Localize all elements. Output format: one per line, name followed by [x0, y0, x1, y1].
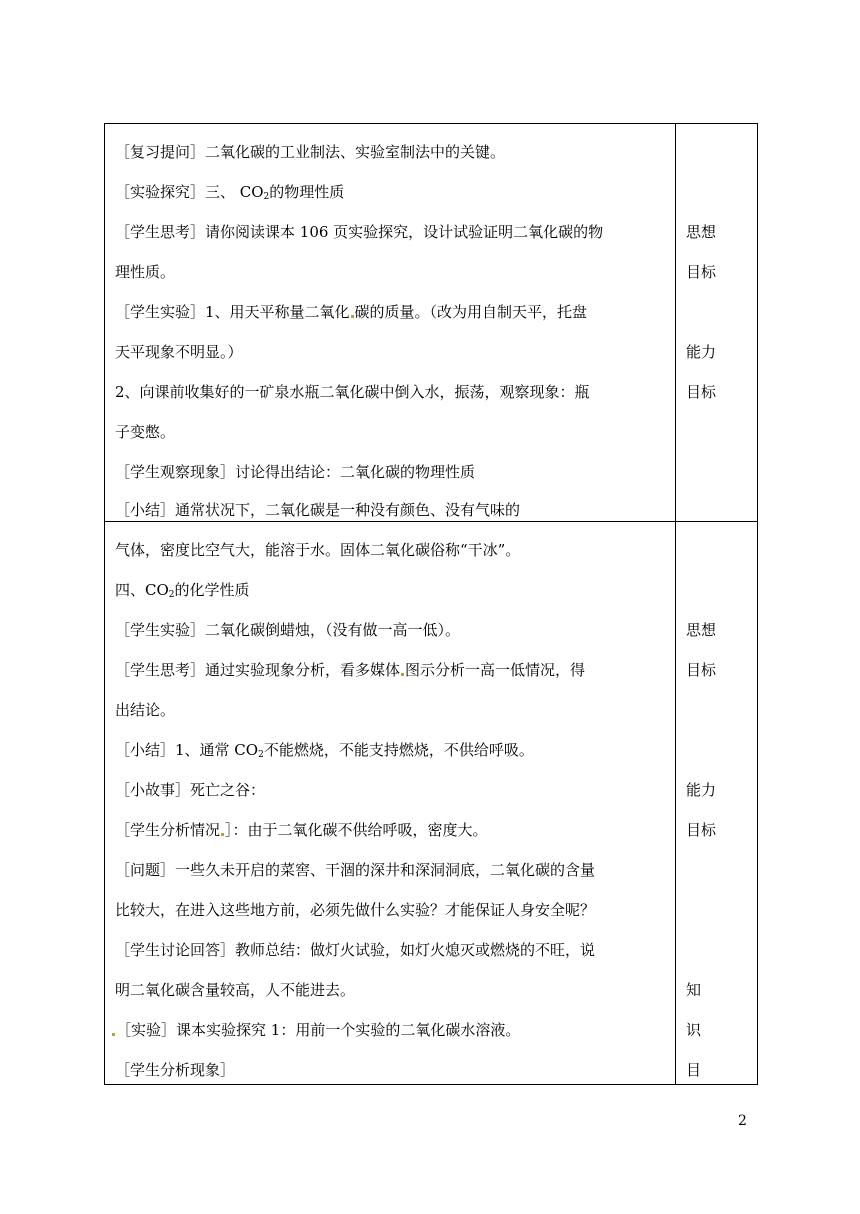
- lesson-table: [104, 123, 758, 1085]
- edit-mark: [401, 673, 404, 676]
- text-line: 气体，密度比空气大，能溶于水。固体二氧化碳俗称“干冰”。: [115, 541, 521, 559]
- text-line: 比较大，在进入这些地方前，必须先做什么实验？才能保证人身安全呢？: [115, 901, 596, 919]
- text-line: ［小结］通常状况下，二氧化碳是一种没有颜色、没有气味的: [115, 501, 521, 519]
- objective-label: 目标: [686, 383, 717, 401]
- text-span: 不能燃烧，不能支持燃烧，不供给呼吸。: [263, 741, 534, 759]
- text-line: [115, 580, 667, 605]
- objective-label: 识: [686, 1021, 702, 1039]
- text-span: ［实验探究］三、 CO: [115, 183, 264, 201]
- text-span: ［学生分析情况: [115, 821, 221, 839]
- objective-label: 能力: [686, 781, 717, 799]
- objective-label: 知: [686, 981, 702, 999]
- text-span: 的物理性质: [269, 183, 345, 201]
- objective-label: 目标: [686, 821, 717, 839]
- text-line: [111, 1020, 667, 1040]
- text-line: ［小故事］死亡之谷：: [115, 781, 266, 799]
- text-span: ［小结］1、通常 CO: [115, 741, 259, 759]
- text-line: ［学生观察现象］讨论得出结论：二氧化碳的物理性质: [115, 463, 476, 481]
- text-line: [115, 182, 667, 207]
- text-line: ［复习提问］二氧化碳的工业制法、实验室制法中的关键。: [115, 143, 506, 161]
- table-row: [105, 124, 758, 522]
- objective-cell: [676, 124, 758, 522]
- content-cell: [105, 124, 676, 522]
- text-span: ［学生实验］1、用天平称量二氧化: [115, 303, 350, 321]
- text-span: ［学生思考］通过实验现象分析，看多媒体: [115, 661, 401, 679]
- text-line: 出结论。: [115, 701, 176, 719]
- text-span: 碳的质量。（改为用自制天平，托盘: [354, 303, 588, 321]
- objective-label: 目: [686, 1061, 702, 1079]
- text-line: 2、向课前收集好的一矿泉水瓶二氧化碳中倒入水，振荡，观察现象：瓶: [115, 383, 590, 401]
- text-span: ］：由于二氧化碳不供给呼吸，密度大。: [225, 821, 488, 839]
- text-line: 子变憋。: [115, 423, 176, 441]
- text-span: 图示分析一高一低情况，得: [405, 661, 586, 679]
- text-line: [115, 302, 667, 322]
- content-cell: [105, 522, 676, 1085]
- edit-mark: [112, 1033, 115, 1036]
- objective-label: 思想: [686, 223, 717, 241]
- objective-label: 目标: [686, 263, 717, 281]
- text-line: 天平现象不明显。）: [115, 343, 243, 361]
- subscript: 2: [263, 192, 270, 202]
- text-span: ［实验］课本实验探究 1：用前一个实验的二氧化碳水溶液。: [116, 1021, 521, 1039]
- text-line: ［学生实验］二氧化碳倒蜡烛，（没有做一高一低）。: [115, 621, 461, 639]
- text-line: 理性质。: [115, 263, 176, 281]
- text-line: [115, 740, 667, 765]
- text-line: ［学生讨论回答］教师总结：做灯火试验，如灯火熄灭或燃烧的不旺，说: [115, 941, 596, 959]
- text-line: [115, 820, 667, 840]
- text-line: [115, 660, 667, 680]
- objective-label: 思想: [686, 621, 717, 639]
- edit-mark: [221, 833, 224, 836]
- text-line: ［学生分析现象］: [115, 1061, 236, 1079]
- text-line: ［学生思考］请你阅读课本 106 页实验探究，设计试验证明二氧化碳的物: [115, 223, 604, 241]
- objective-label: 能力: [686, 343, 717, 361]
- edit-mark: [351, 315, 354, 318]
- text-span: 的化学性质: [174, 581, 250, 599]
- subscript: 2: [258, 750, 264, 760]
- objective-cell: [676, 522, 758, 1085]
- page-number: 2: [738, 1113, 747, 1129]
- table-row: [105, 522, 758, 1085]
- text-span: 四、CO: [115, 581, 169, 599]
- objective-label: 目标: [686, 661, 717, 679]
- text-line: ［问题］一些久未开启的菜窖、干涸的深井和深洞洞底，二氧化碳的含量: [115, 861, 596, 879]
- text-line: 明二氧化碳含量较高，人不能进去。: [115, 981, 356, 999]
- subscript: 2: [168, 590, 175, 600]
